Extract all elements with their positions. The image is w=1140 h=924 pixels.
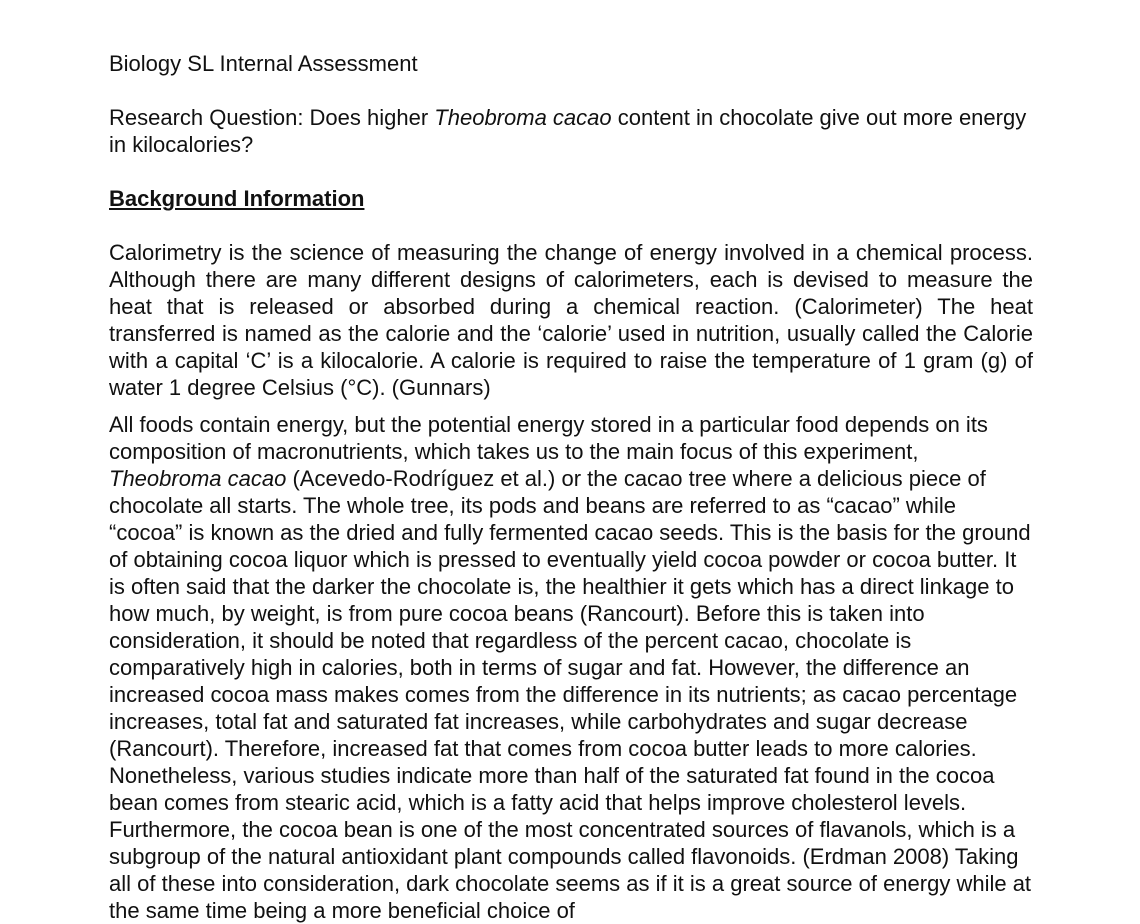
document-title: Biology SL Internal Assessment <box>109 51 418 76</box>
research-question <box>109 104 1033 158</box>
paragraph-cacao-part2: (Acevedo-Rodríguez et al.) or the cacao tree where a delicious piece of chocolate all starts. The whole tree, its pods and beans are referred to as “cacao” while “cocoa” is known as the dried and fully fermented cacao seeds. This is the basis for the ground of obtaining cocoa liquor which is pressed to eventually yield cocoa powder or cocoa butter. It is often said that the darker the chocolate is, the healthier it gets which has a direct linkage to how much, by weight, is from pure cocoa beans (Rancourt). Before this is taken into consideration, it should be noted that regardless of the percent cacao, chocolate is comparatively high in calories, both in terms of sugar and fat. However, the difference an increased cocoa mass makes comes from the difference in its nutrients; as cacao percentage increases, total fat and saturated fat increases, while carbohydrates and sugar decrease (Rancourt). Therefore, increased fat that comes from cocoa butter leads to more calories. Nonetheless, various studies indicate more than half of the saturated fat found in the cocoa bean comes from stearic acid, which is a fatty acid that helps improve cholesterol levels. Furthermore, the cocoa bean is one of the most concentrated sources of flavanols, which is a subgroup of the natural antioxidant plant compounds called flavonoids. (Erdman 2008) Taking all of these into consideration, dark chocolate seems as if it is a great source of energy while at the same time being a more beneficial choice of <box>109 466 1032 923</box>
paragraph-cacao <box>109 411 1033 924</box>
paragraph-calorimetry: Calorimetry is the science of measuring the change of energy involved in a chemical process. Although there are many different designs of calorimeters, each is devised to measure the heat that is released or absorbed during a chemical reaction. (Calorimeter) The heat transferred is named as the calorie and the ‘calorie’ used in nutrition, usually called the Calorie with a capital ‘C’ is a kilocalorie. A calorie is required to raise the temperature of 1 gram (g) of water 1 degree Celsius (°C). (Gunnars) <box>109 240 1033 400</box>
document-body <box>109 50 1033 924</box>
research-question-prefix: Research Question: Does higher <box>109 105 435 130</box>
research-question-species: Theobroma cacao <box>434 105 612 130</box>
paragraph-cacao-part1: All foods contain energy, but the potential energy stored in a particular food depends on its composition of macronutrients, which takes us to the main focus of this experiment, <box>109 412 988 464</box>
research-question-suffix: content in chocolate give out more energy in kilocalories? <box>109 105 1027 157</box>
paragraph-cacao-species: Theobroma cacao <box>109 466 287 491</box>
section-heading: Background Information <box>109 186 365 211</box>
